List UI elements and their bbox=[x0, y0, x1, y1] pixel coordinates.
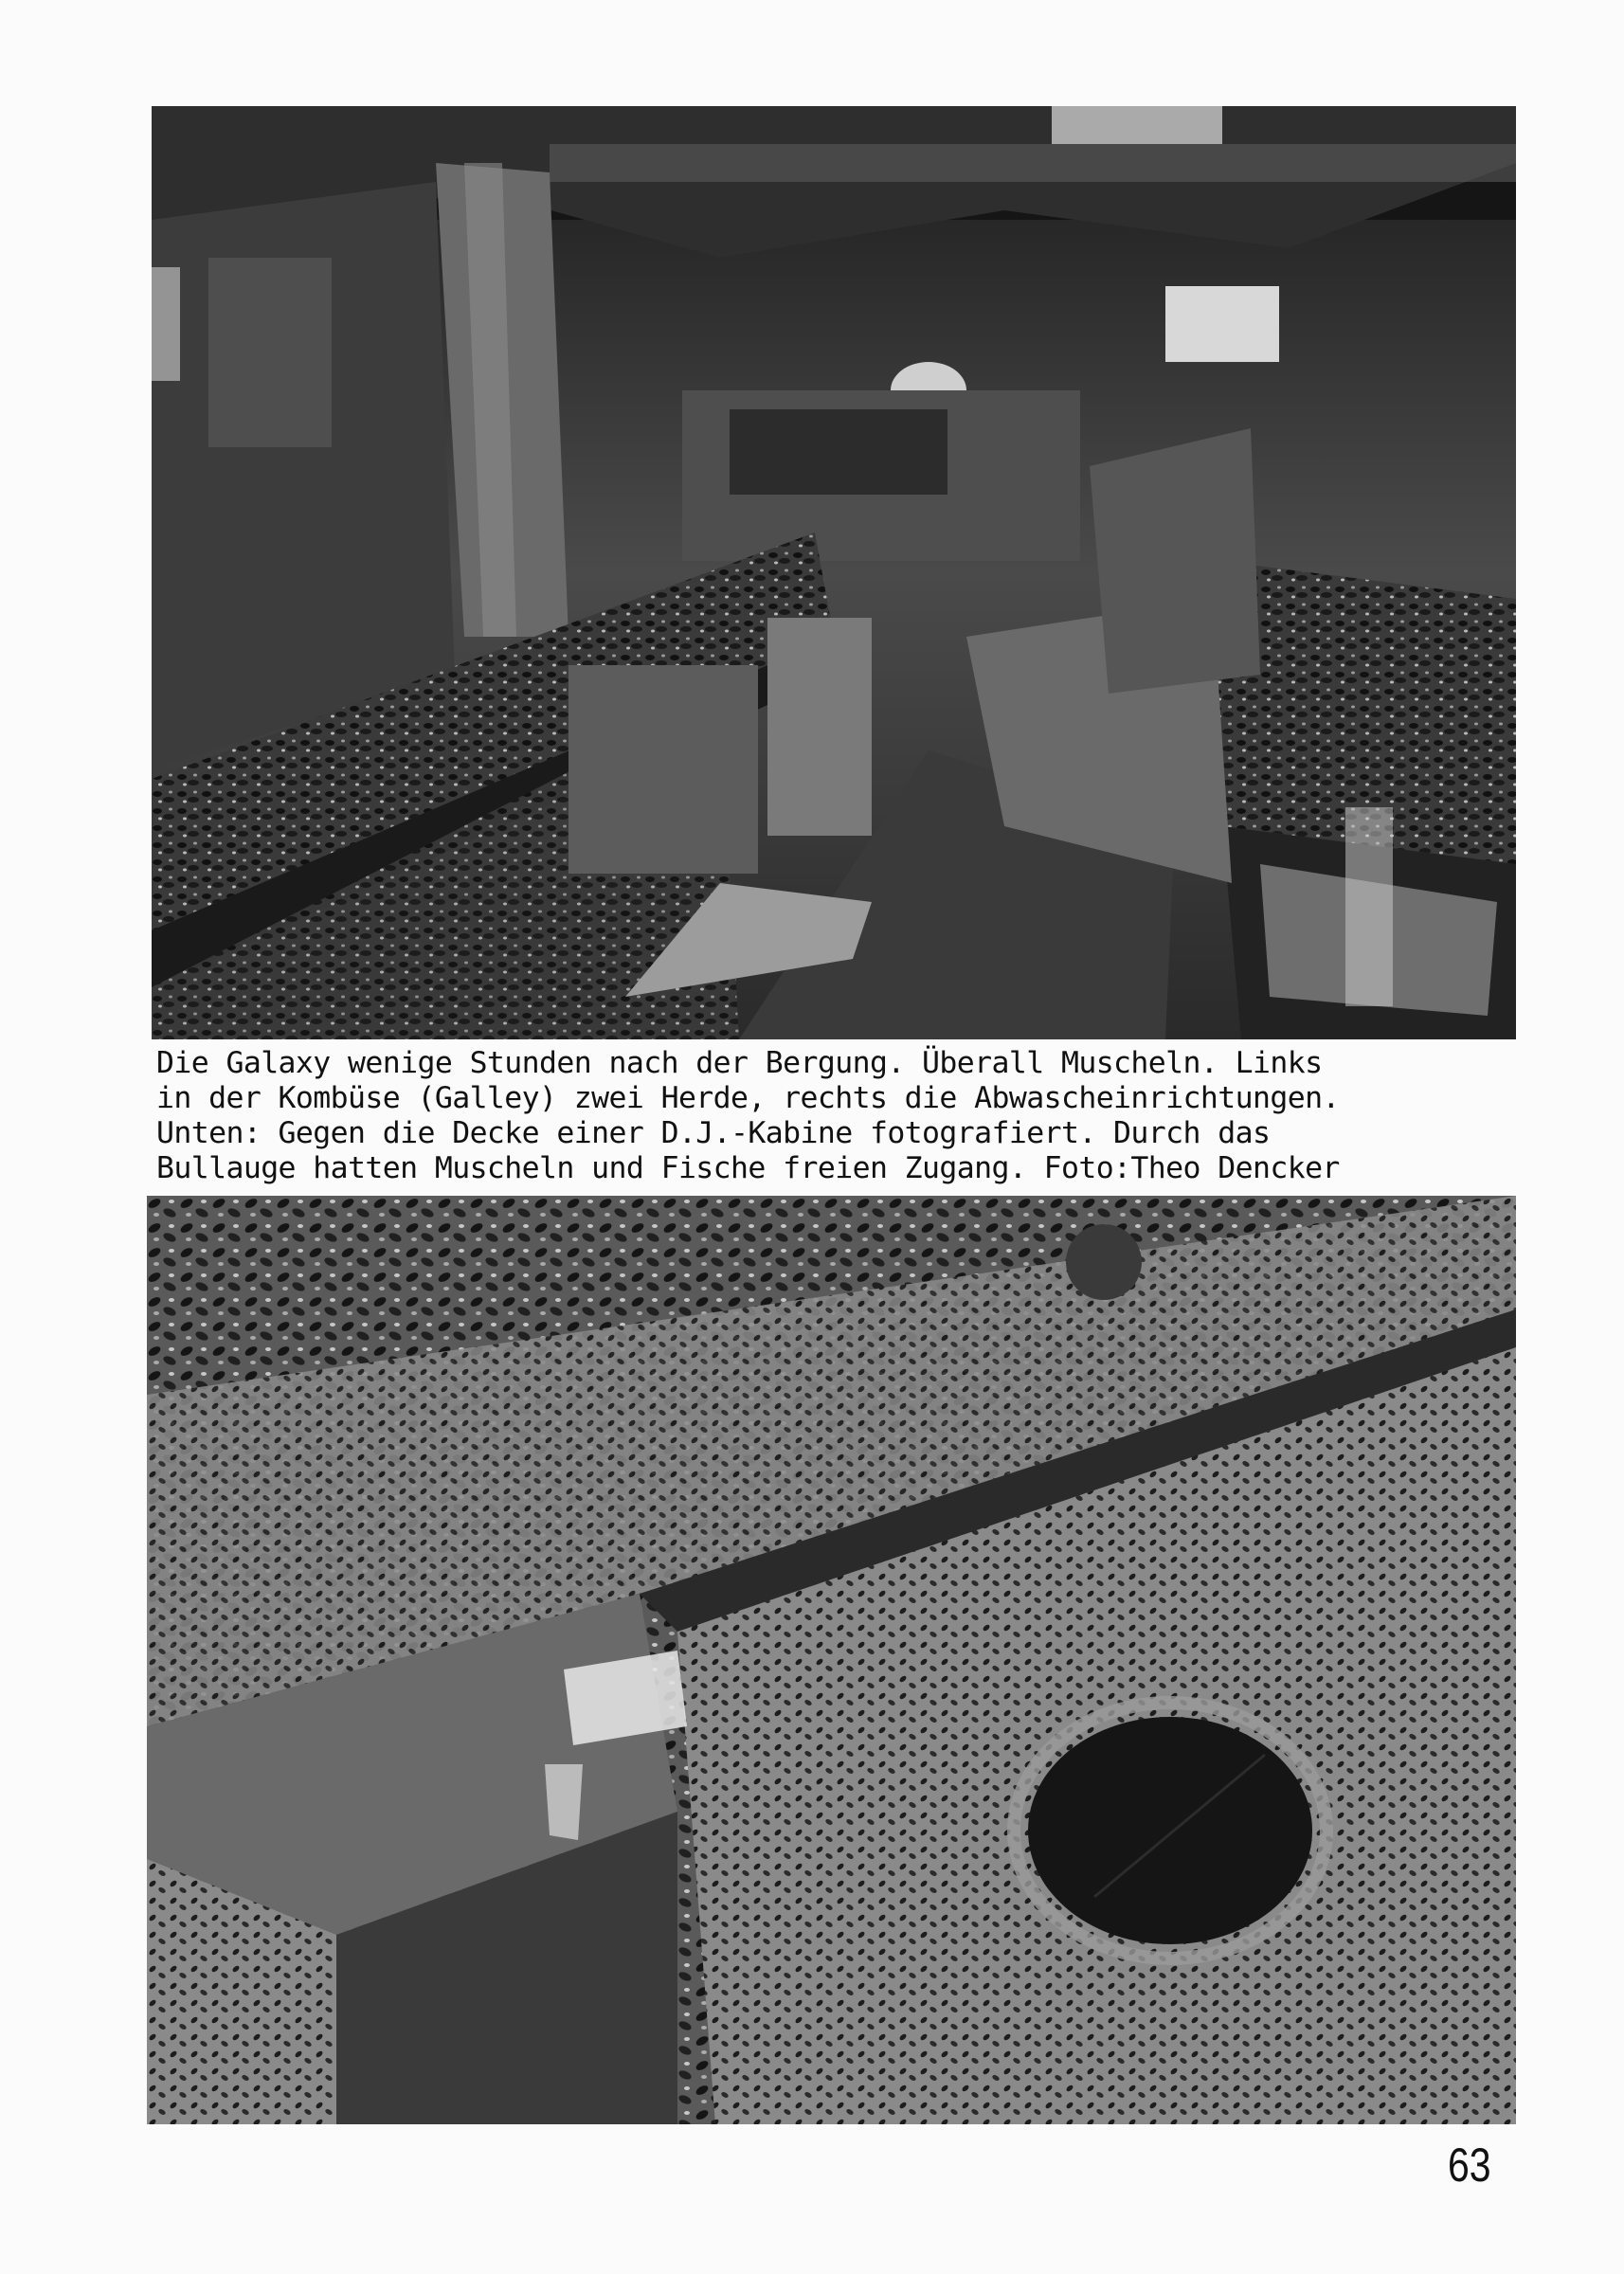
photo-caption bbox=[156, 1046, 1516, 1186]
caption-line: Unten: Gegen die Decke einer D.J.-Kabine fotografiert. Durch das bbox=[156, 1116, 1271, 1150]
galley-photo bbox=[152, 106, 1516, 1039]
cabin-ceiling-photo-image bbox=[147, 1196, 1516, 2124]
page-number: 63 bbox=[1448, 2139, 1491, 2192]
cabin-ceiling-photo bbox=[147, 1196, 1516, 2124]
caption-line: Bullauge hatten Muscheln und Fische freien Zugang. Foto:Theo Dencker bbox=[156, 1151, 1340, 1185]
caption-line: in der Kombüse (Galley) zwei Herde, rechts die Abwascheinrichtungen. bbox=[156, 1081, 1340, 1115]
caption-line: Die Galaxy wenige Stunden nach der Bergung. Überall Muscheln. Links bbox=[156, 1046, 1323, 1080]
galley-photo-image bbox=[152, 106, 1516, 1039]
